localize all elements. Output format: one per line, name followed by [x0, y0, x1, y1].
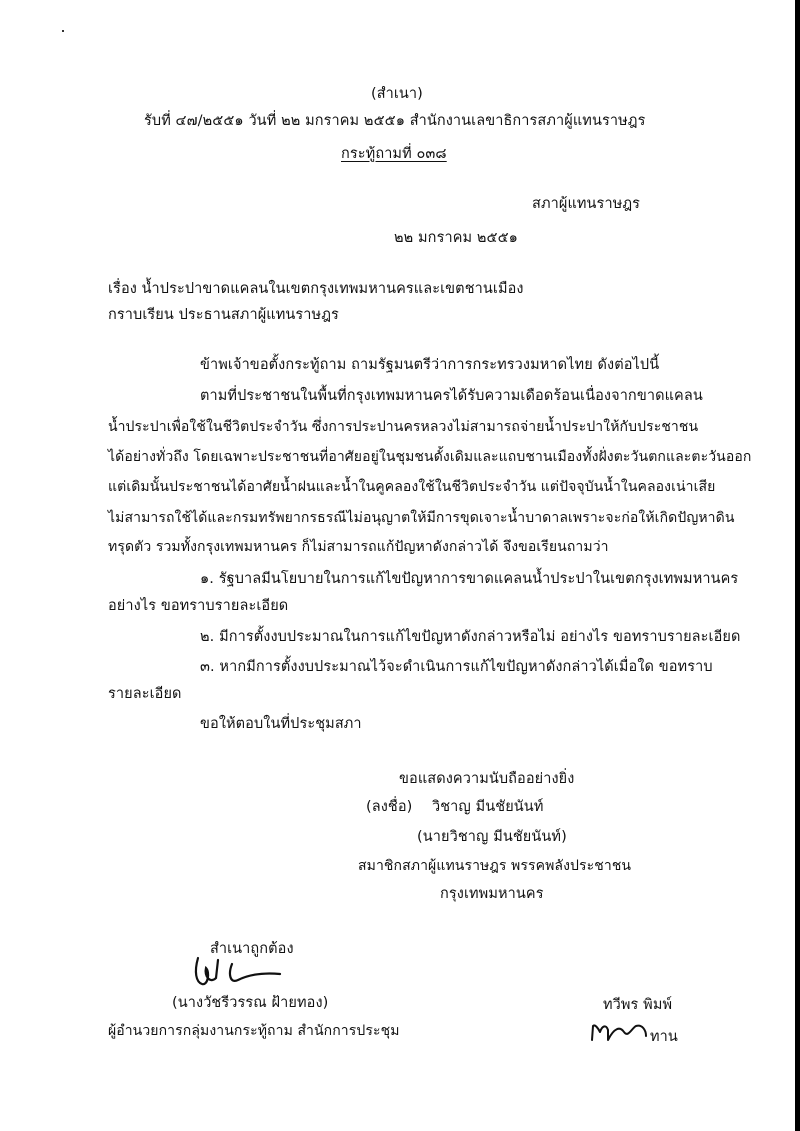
certified-copy-label: สำเนาถูกต้อง	[210, 941, 294, 957]
regards: ขอแสดงความนับถืออย่างยิ่ง	[399, 771, 575, 787]
question-item: ๓. หากมีการตั้งงบประมาณไว้จะดำเนินการแก้ไขปัญหาดังกล่าวได้เมื่อใด ขอทราบ	[200, 659, 713, 675]
reviewer-suffix: ทาน	[650, 1029, 678, 1045]
member-position: สมาชิกสภาผู้แทนราษฎร พรรคพลังประชาชน	[358, 858, 632, 874]
body-line: แต่เดิมนั้นประชาชนได้อาศัยน้ำฝนและน้ำในคูคลองใช้ในชีวิตประจำวัน แต่ปัจจุบันน้ำในคลองเน่าเสีย	[108, 479, 716, 495]
typist-label: ทวีพร พิมพ์	[603, 997, 673, 1013]
scan-edge	[795, 0, 800, 1131]
closing-request: ขอให้ตอบในที่ประชุมสภา	[200, 716, 362, 732]
question-item-continued: รายละเอียด	[108, 686, 182, 702]
office-name: สภาผู้แทนราษฎร	[532, 196, 641, 212]
scan-speck	[62, 30, 64, 32]
body-line: ได้อย่างทั่วถึง โดยเฉพาะประชาชนที่อาศัยอยู่ในชุมชนดั้งเดิมและแถบชานเมืองทั้งฝั่งตะวันตกและตะวันออก	[108, 449, 752, 465]
question-number: กระทู้ถามที่ ๐๓๘	[341, 146, 447, 162]
subject-line: เรื่อง น้ำประปาขาดแคลนในเขตกรุงเทพมหานครและเขตชานเมือง	[108, 281, 524, 297]
certifier-name: (นางวัชรีวรรณ ฝ้ายทอง)	[172, 995, 329, 1011]
letter-date: ๒๒ มกราคม ๒๕๕๑	[394, 230, 518, 246]
handwritten-signature	[188, 950, 288, 992]
printed-name: (นายวิชาญ มีนชัยนันท์)	[417, 829, 567, 845]
salutation: กราบเรียน ประธานสภาผู้แทนราษฎร	[108, 307, 339, 323]
body-line: ทรุดตัว รวมทั้งกรุงเทพมหานคร ก็ไม่สามารถแก้ปัญหาดังกล่าวได้ จึงขอเรียนถามว่า	[108, 539, 609, 555]
copy-label: (สำเนา)	[371, 86, 423, 102]
question-item: ๒. มีการตั้งงบประมาณในการแก้ไขปัญหาดังกล่าวหรือไม่ อย่างไร ขอทราบรายละเอียด	[200, 629, 741, 645]
question-item-continued: อย่างไร ขอทราบรายละเอียด	[108, 598, 289, 614]
body-line: ข้าพเจ้าขอตั้งกระทู้ถาม ถามรัฐมนตรีว่าการกระทรวงมหาดไทย ดังต่อไปนี้	[200, 357, 660, 373]
question-item: ๑. รัฐบาลมีนโยบายในการแก้ไขปัญหาการขาดแคลนน้ำประปาในเขตกรุงเทพมหานคร	[200, 571, 739, 587]
certifier-title: ผู้อำนวยการกลุ่มงานกระทู้ถาม สำนักการประชุม	[108, 1023, 400, 1039]
receipt-line: รับที่ ๔๗/๒๕๕๑ วันที่ ๒๒ มกราคม ๒๕๕๑ สำนักงานเลขาธิการสภาผู้แทนราษฎร	[144, 113, 646, 129]
reviewer-initials	[588, 1018, 650, 1048]
signed-name: วิชาญ มีนชัยนันท์	[432, 799, 544, 815]
signed-prefix: (ลงชื่อ)	[366, 799, 413, 815]
body-line: น้ำประปาเพื่อใช้ในชีวิตประจำวัน ซึ่งการประปานครหลวงไม่สามารถจ่ายน้ำประปาให้กับประชาชน	[108, 419, 699, 435]
body-line: ไม่สามารถใช้ได้และกรมทรัพยากรธรณีไม่อนุญาตให้มีการขุดเจาะน้ำบาดาลเพราะจะก่อให้เกิดปัญหาดิน	[108, 510, 735, 526]
body-line: ตามที่ประชาชนในพื้นที่กรุงเทพมหานครได้รับความเดือดร้อนเนื่องจากขาดแคลน	[200, 388, 703, 404]
member-province: กรุงเทพมหานคร	[440, 886, 544, 902]
